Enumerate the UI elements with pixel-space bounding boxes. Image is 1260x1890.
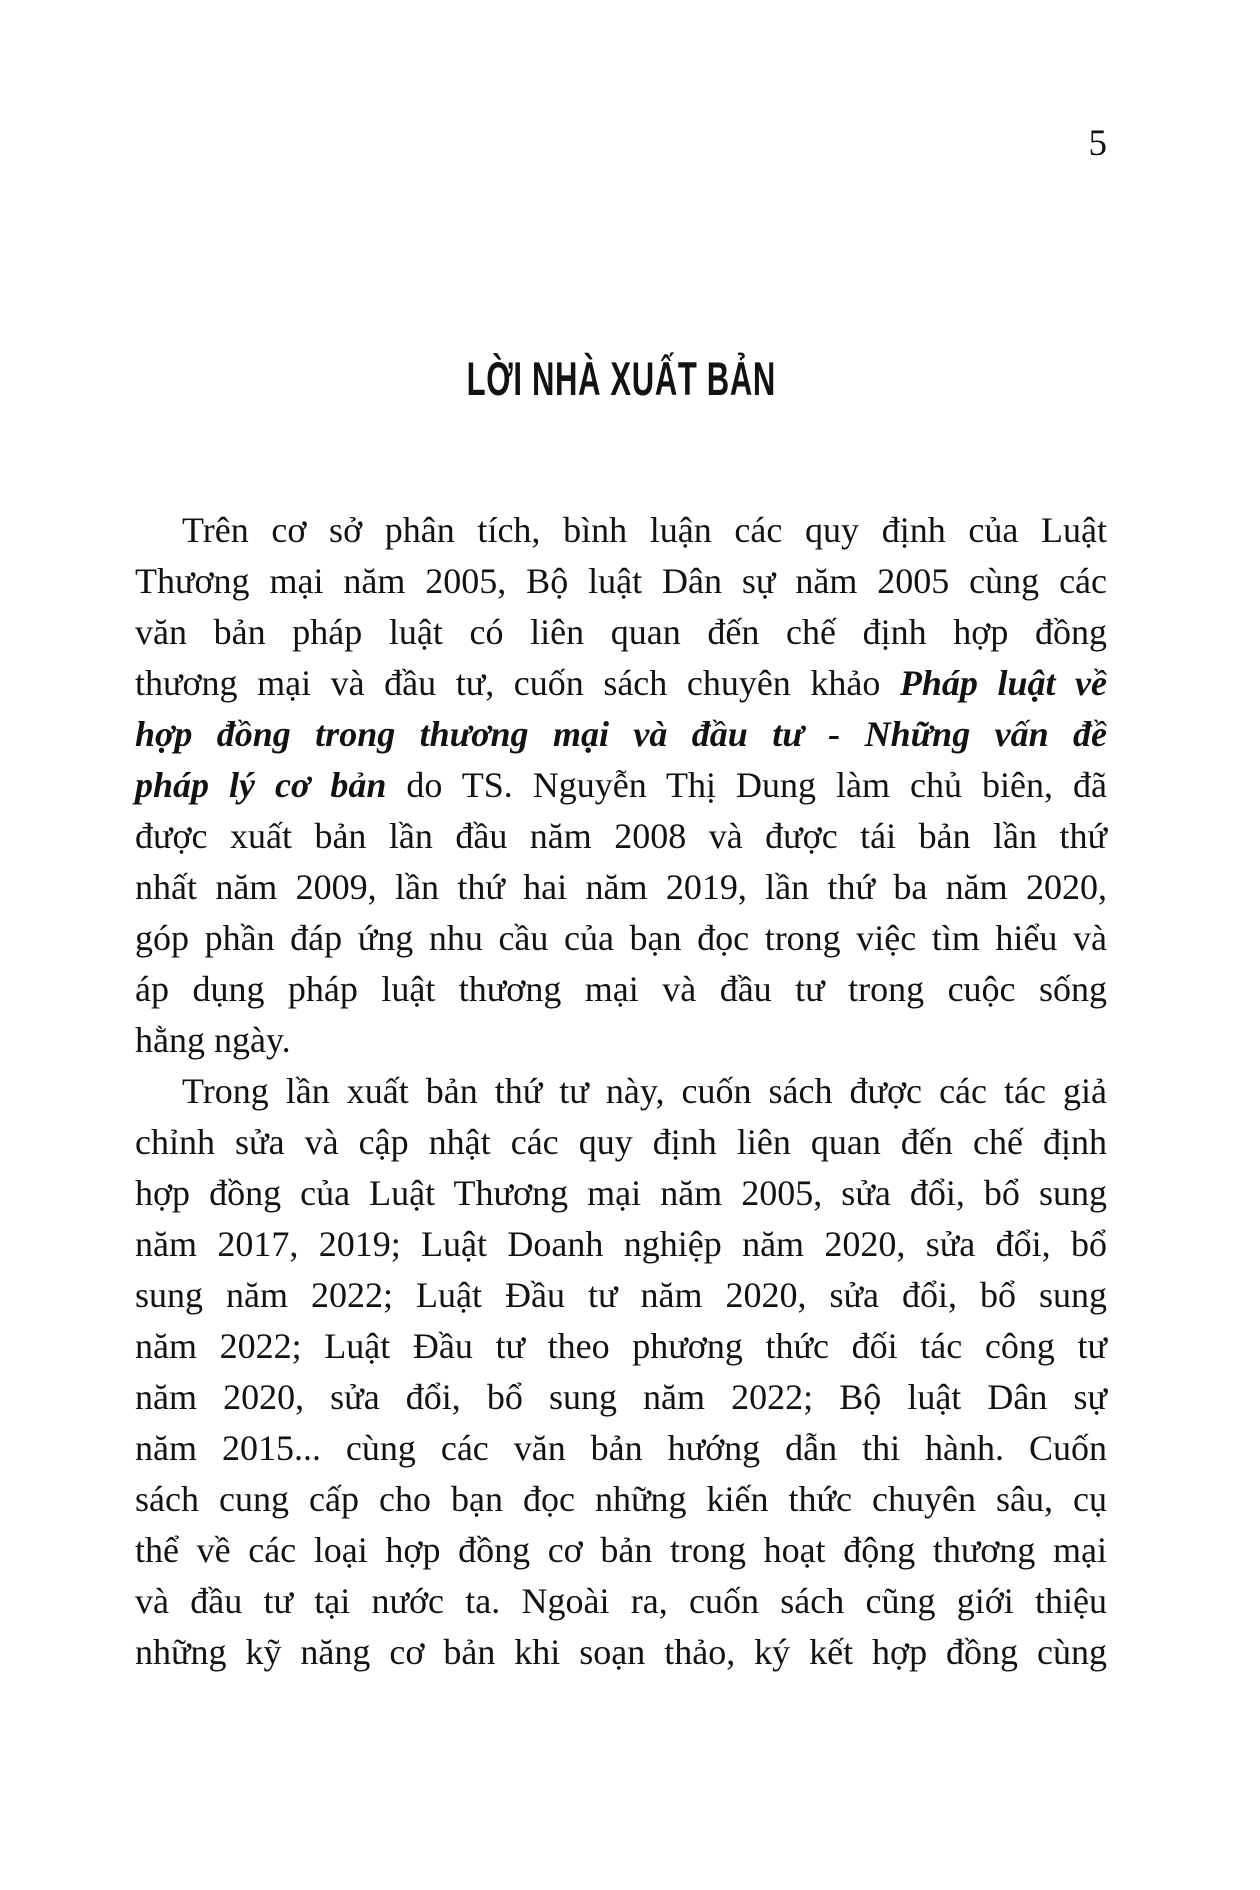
text-line: văn bản pháp luật có liên quan đến chế định hợp đồng bbox=[135, 612, 1107, 652]
book-title-emphasis: Pháp luật về bbox=[899, 663, 1107, 703]
text-line: góp phần đáp ứng nhu cầu của bạn đọc trong việc tìm hiểu và bbox=[135, 918, 1107, 958]
text-line: những kỹ năng cơ bản khi soạn thảo, ký kết hợp đồng cùng bbox=[135, 1632, 1107, 1672]
text-line: Trong lần xuất bản thứ tư này, cuốn sách được các tác giả bbox=[182, 1071, 1107, 1111]
text-line: Thương mại năm 2005, Bộ luật Dân sự năm 2005 cùng các bbox=[135, 561, 1107, 601]
text-line: nhất năm 2009, lần thứ hai năm 2019, lần thứ ba năm 2020, bbox=[135, 867, 1107, 907]
body-text bbox=[135, 505, 1107, 1678]
text-line: pháp lý cơ bản do TS. Nguyễn Thị Dung làm chủ biên, đã bbox=[135, 765, 1107, 805]
page-number: 5 bbox=[1088, 123, 1107, 164]
text-line: thể về các loại hợp đồng cơ bản trong hoạt động thương mại bbox=[135, 1530, 1107, 1570]
text-line: năm 2022; Luật Đầu tư theo phương thức đối tác công tư bbox=[135, 1326, 1107, 1366]
book-title-emphasis: hợp đồng trong thương mại và đầu tư - Những vấn đề bbox=[135, 714, 1107, 754]
book-title-emphasis: pháp lý cơ bản bbox=[135, 765, 387, 805]
text-line: chỉnh sửa và cập nhật các quy định liên quan đến chế định bbox=[135, 1122, 1107, 1162]
text-line: hợp đồng của Luật Thương mại năm 2005, sửa đổi, bổ sung bbox=[135, 1173, 1107, 1213]
chapter-title bbox=[135, 352, 1107, 418]
text-line: sung năm 2022; Luật Đầu tư năm 2020, sửa đổi, bổ sung bbox=[135, 1275, 1107, 1315]
text-line: thương mại và đầu tư, cuốn sách chuyên khảo Pháp luật về bbox=[135, 663, 1107, 703]
text-line: hằng ngày. bbox=[135, 1020, 291, 1060]
text-line: được xuất bản lần đầu năm 2008 và được tái bản lần thứ bbox=[135, 816, 1107, 856]
text-line: năm 2017, 2019; Luật Doanh nghiệp năm 2020, sửa đổi, bổ bbox=[135, 1224, 1107, 1264]
text-line: và đầu tư tại nước ta. Ngoài ra, cuốn sách cũng giới thiệu bbox=[135, 1581, 1107, 1621]
text-line: áp dụng pháp luật thương mại và đầu tư trong cuộc sống bbox=[135, 969, 1107, 1009]
text-line: sách cung cấp cho bạn đọc những kiến thức chuyên sâu, cụ bbox=[135, 1479, 1107, 1519]
text-line: năm 2015... cùng các văn bản hướng dẫn thi hành. Cuốn bbox=[135, 1428, 1107, 1468]
text-line bbox=[135, 709, 1107, 760]
text-line: năm 2020, sửa đổi, bổ sung năm 2022; Bộ luật Dân sự bbox=[135, 1377, 1107, 1417]
chapter-title-text: LỜI NHÀ XUẤT BẢN bbox=[466, 352, 776, 405]
text-line: Trên cơ sở phân tích, bình luận các quy định của Luật bbox=[182, 510, 1107, 550]
